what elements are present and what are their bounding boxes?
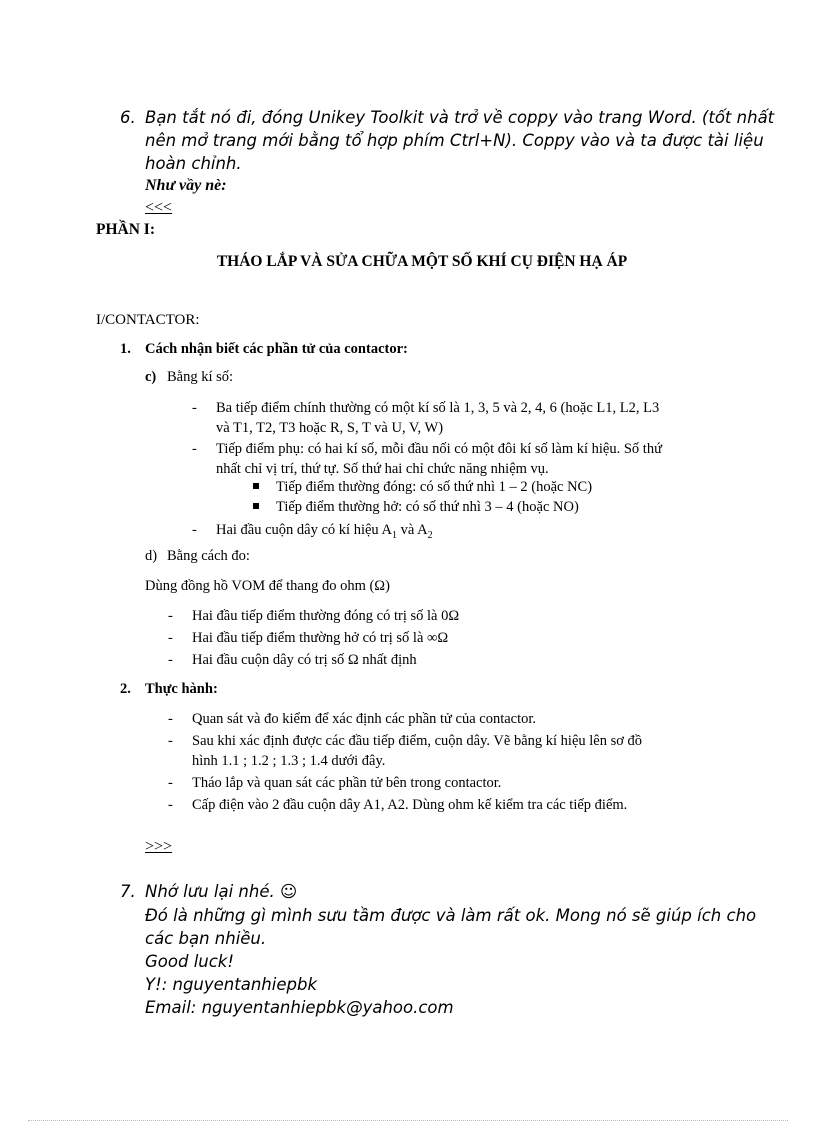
item2-number: 2.: [120, 681, 131, 697]
bullet-dash: -: [168, 733, 173, 749]
sub-c-label: Bằng kí số:: [167, 369, 234, 385]
sub-c-marker: c): [145, 369, 157, 385]
step7-number: 7.: [120, 882, 136, 901]
part-title: THÁO LẮP VÀ SỬA CHỮA MỘT SỐ KHÍ CỤ ĐIỆN HẠ ÁP: [216, 253, 628, 270]
p-bullet-2b: hình 1.1 ; 1.2 ; 1.3 ; 1.4 dưới đây.: [192, 753, 386, 769]
c-square-2: Tiếp điểm thường hở: có số thứ nhì 3 – 4 (hoặc NO): [276, 499, 579, 515]
c-bullet-2b: nhất chỉ vị trí, thứ tự. Số thứ hai chỉ chức năng nhiệm vụ.: [216, 461, 549, 477]
c-bullet-2a: Tiếp điểm phụ: có hai kí số, mỗi đầu nối có một đôi kí số làm kí hiệu. Số thứ: [216, 441, 662, 457]
d-bullet-3: Hai đầu cuộn dây có trị số Ω nhất định: [192, 652, 417, 668]
square-bullet-icon: [253, 483, 259, 489]
start-marker: <<<: [145, 199, 173, 216]
page-bottom-divider: [28, 1120, 788, 1121]
square-bullet-icon: [253, 503, 259, 509]
coil-and: và A: [396, 522, 428, 538]
step7-line6: Email: nguyentanhiepbk@yahoo.com: [145, 998, 454, 1017]
bullet-dash: -: [168, 608, 173, 624]
d-bullet-2: Hai đầu tiếp điểm thường hở có trị số là ∞Ω: [192, 630, 449, 646]
p-bullet-3: Tháo lắp và quan sát các phần tử bên trong contactor.: [192, 775, 502, 791]
step6-line1: Bạn tắt nó đi, đóng Unikey Toolkit và trở về coppy vào trang Word. (tốt nhất: [145, 108, 775, 127]
sub-d-intro: Dùng đồng hồ VOM để thang đo ohm (Ω): [145, 578, 390, 594]
step6-number: 6.: [120, 108, 136, 127]
p-bullet-1: Quan sát và đo kiểm để xác định các phần tử của contactor.: [192, 711, 537, 727]
step6-line2: nên mở trang mới bằng tổ hợp phím Ctrl+N). Coppy vào và ta được tài liệu: [145, 131, 764, 150]
step7-line3: các bạn nhiều.: [145, 929, 267, 948]
example-label: Như vầy nè:: [145, 177, 227, 194]
step7-line5: Y!: nguyentanhiepbk: [145, 975, 317, 994]
bullet-dash: -: [168, 775, 173, 791]
coil-sub-1: 1: [391, 529, 397, 541]
item2-title: Thực hành:: [145, 681, 218, 697]
bullet-dash: -: [168, 711, 173, 727]
item1-number: 1.: [120, 341, 131, 357]
bullet-dash: -: [192, 400, 197, 416]
p-bullet-4: Cấp điện vào 2 đầu cuộn dây A1, A2. Dùng ohm kế kiểm tra các tiếp điểm.: [192, 797, 628, 813]
c-bullet-1b: và T1, T2, T3 hoặc R, S, T và U, V, W): [216, 420, 444, 436]
bullet-dash: -: [192, 522, 197, 538]
end-marker: >>>: [145, 838, 173, 855]
bullet-dash: -: [168, 630, 173, 646]
bullet-dash: -: [168, 652, 173, 668]
coil-sub-2: 2: [427, 529, 433, 541]
bullet-dash: -: [168, 797, 173, 813]
step7-line2: Đó là những gì mình sưu tầm được và làm rất ok. Mong nó sẽ giúp ích cho: [145, 906, 757, 925]
step7-line4: Good luck!: [145, 952, 234, 971]
c-square-1: Tiếp điểm thường đóng: có số thứ nhì 1 – 2 (hoặc NC): [276, 479, 593, 495]
item1-title: Cách nhận biết các phần tử của contactor:: [145, 341, 408, 357]
sub-d-label: Bằng cách đo:: [167, 548, 250, 564]
bullet-dash: -: [192, 441, 197, 457]
step6-line3: hoàn chỉnh.: [145, 154, 242, 173]
d-bullet-1: Hai đầu tiếp điểm thường đóng có trị số là 0Ω: [192, 608, 460, 624]
section-heading: I/CONTACTOR:: [96, 312, 200, 328]
coil-text: Hai đầu cuộn dây có kí hiệu A: [216, 522, 392, 538]
sub-d-marker: d): [145, 548, 158, 564]
coil-symbol-line: [216, 520, 433, 546]
p-bullet-2a: Sau khi xác định được các đầu tiếp điểm, cuộn dây. Vẽ bằng kí hiệu lên sơ đồ: [192, 733, 643, 749]
c-bullet-1a: Ba tiếp điểm chính thường có một kí số là 1, 3, 5 và 2, 4, 6 (hoặc L1, L2, L3: [216, 400, 660, 416]
part-label: PHẦN I:: [96, 221, 155, 238]
step7-line1: Nhớ lưu lại nhé. ☺: [145, 882, 298, 901]
